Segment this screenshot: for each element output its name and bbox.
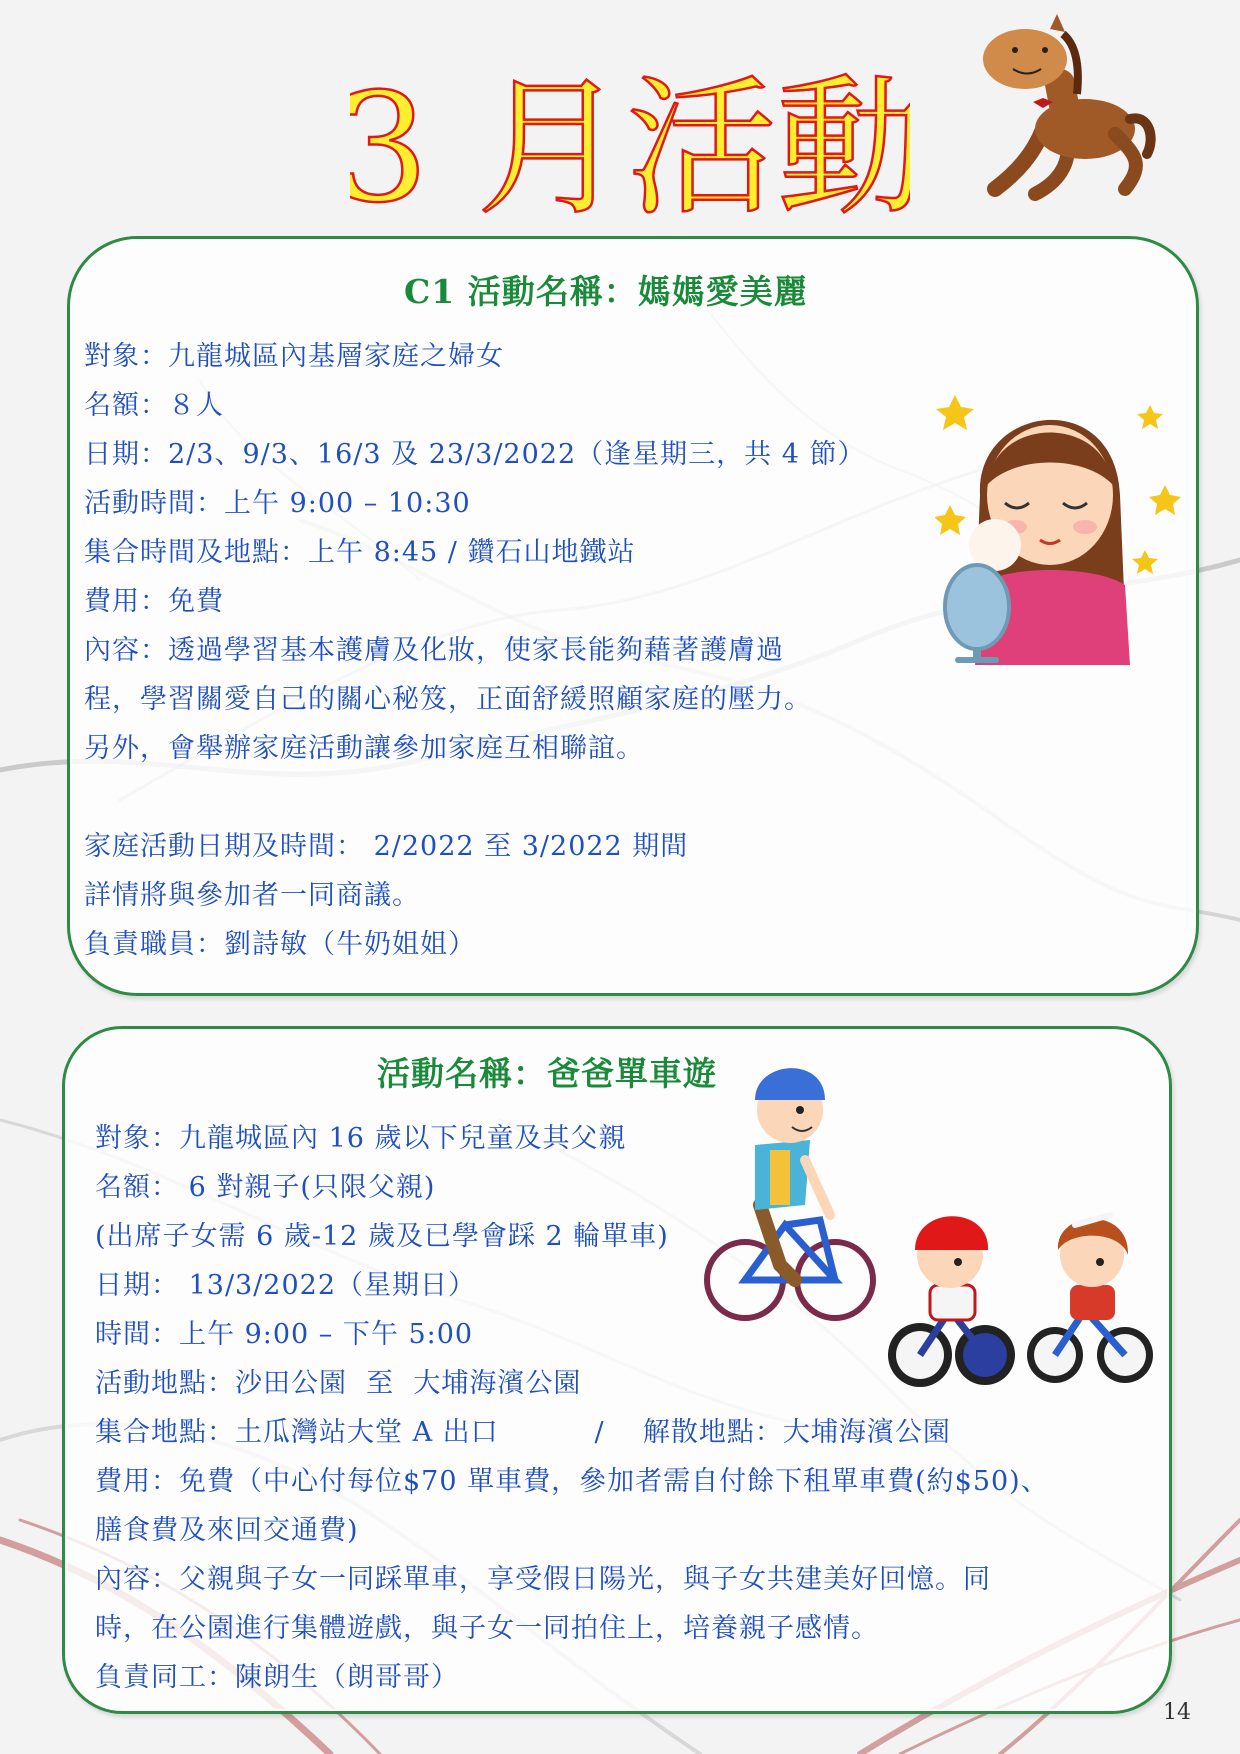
activity2-venue: 活動地點：沙田公園 至 大埔海濱公園 — [95, 1368, 582, 1399]
activity1-content-line3: 另外，會舉辦家庭活動讓參加家庭互相聯誼。 — [84, 733, 644, 764]
activity2-heading: 活動名稱：爸爸單車遊 — [377, 1054, 717, 1093]
activity1-time: 活動時間：上午 9:00 – 10:30 — [84, 488, 471, 519]
children-cycling-illustration — [880, 1200, 1160, 1395]
page-title-text: 3 月活動 — [350, 62, 910, 220]
activity1-target: 對象：九龍城區內基層家庭之婦女 — [84, 341, 504, 372]
activity2-staff: 負責同工：陳朗生（朗哥哥） — [95, 1662, 459, 1693]
activity2-fee-line1: 費用：免費（中心付每位$70 單車費，參加者需自付餘下租單車費(約$50)、 — [95, 1466, 1049, 1497]
activity2-time: 時間：上午 9:00 – 下午 5:00 — [95, 1319, 474, 1350]
activity2-requirement: (出席子女需 6 歲-12 歲及已學會踩 2 輪單車) — [95, 1221, 669, 1252]
activity1-quota: 名額：８人 — [84, 390, 224, 421]
horse-illustration — [975, 14, 1160, 214]
activity1-fee: 費用：免費 — [84, 586, 224, 617]
activity1-content-line2: 程，學習關愛自己的關心秘笈，正面舒緩照顧家庭的壓力。 — [84, 684, 812, 715]
activity1-details: 詳情將與參加者一同商議。 — [84, 880, 420, 911]
page-title — [350, 50, 910, 220]
activity2-content-line1: 內容：父親與子女一同踩單車，享受假日陽光，與子女共建美好回憶。同 — [95, 1564, 991, 1595]
activity1-dates: 日期：2/3、9/3、16/3 及 23/3/2022（逢星期三，共 4 節） — [84, 439, 866, 470]
activity2-fee-line2: 膳食費及來回交通費) — [95, 1515, 359, 1546]
woman-makeup-illustration — [935, 375, 1190, 665]
boy-cycling-illustration — [700, 1055, 880, 1330]
activity1-family-activity: 家庭活動日期及時間： 2/2022 至 3/2022 期間 — [84, 831, 689, 862]
page-number: 14 — [1163, 1700, 1191, 1725]
activity2-meeting-point: 集合地點：土瓜灣站大堂 A 出口 / 解散地點：大埔海濱公園 — [95, 1417, 951, 1448]
activity2-target: 對象：九龍城區內 16 歲以下兒童及其父親 — [95, 1123, 627, 1154]
activity2-content-line2: 時，在公園進行集體遊戲，與子女一同拍住上，培養親子感情。 — [95, 1613, 879, 1644]
activity2-quota: 名額： 6 對親子(只限父親) — [95, 1172, 436, 1203]
activity1-meeting: 集合時間及地點：上午 8:45 / 鑽石山地鐵站 — [84, 537, 636, 568]
activity1-staff: 負責職員：劉詩敏（牛奶姐姐） — [84, 929, 476, 960]
activity1-heading: C1 活動名稱：媽媽愛美麗 — [404, 272, 808, 311]
activity2-date: 日期： 13/3/2022（星期日） — [95, 1270, 477, 1301]
activity1-content-line1: 內容：透過學習基本護膚及化妝，使家長能夠藉著護膚過 — [84, 635, 784, 666]
